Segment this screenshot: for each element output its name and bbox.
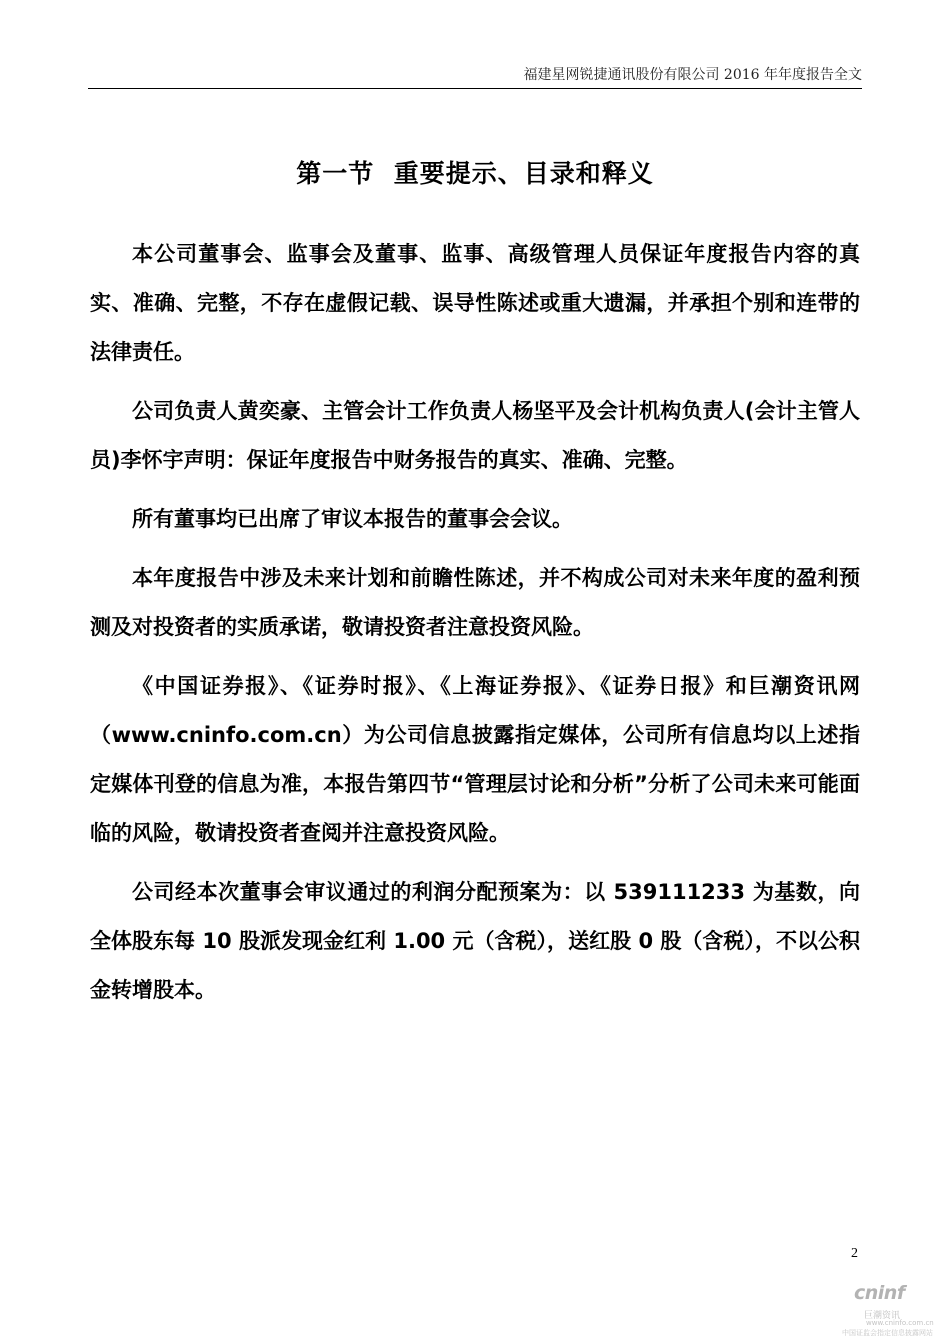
paragraph-executive-declaration: 公司负责人黄奕豪、主管会计工作负责人杨坚平及会计机构负责人(会计主管人员)李怀宇声明：保证年度报告中财务报告的真实、准确、完整。 (90, 399, 860, 472)
cninfo-tagline: 中国证监会指定信息披露网站 (842, 1329, 933, 1337)
header-divider (88, 88, 862, 89)
cninfo-logo: cninf (854, 1282, 905, 1304)
paragraph-forward-looking-risk: 本年度报告中涉及未来计划和前瞻性陈述，并不构成公司对未来年度的盈利预测及对投资者的实质承诺，敬请投资者注意投资风险。 (90, 566, 860, 639)
cninfo-watermark (842, 1282, 947, 1340)
document-header-title: 福建星网锐捷通讯股份有限公司 2016 年年度报告全文 (523, 67, 862, 83)
paragraph-disclosure-media: 《中国证券报》、《证券时报》、《上海证券报》、《证券日报》和巨潮资讯网（www.cninfo.com.cn）为公司信息披露指定媒体，公司所有信息均以上述指定媒体刊登的信息为准，本报告第四节“管理层讨论和分析”分析了公司未来可能面临的风险，敬请投资者查阅并注意投资风险。 (90, 674, 860, 845)
section-title: 第一节 重要提示、目录和释义 (296, 159, 654, 188)
paragraph-responsibility-statement: 本公司董事会、监事会及董事、监事、高级管理人员保证年度报告内容的真实、准确、完整，不存在虚假记载、误导性陈述或重大遗漏，并承担个别和连带的法律责任。 (90, 242, 860, 364)
paragraph-profit-distribution: 公司经本次董事会审议通过的利润分配预案为：以 539111233 为基数，向全体股东每 10 股派发现金红利 1.00 元（含税），送红股 0 股（含税），不以公积金转增股本。 (90, 880, 860, 1002)
paragraph-board-attendance: 所有董事均已出席了审议本报告的董事会会议。 (132, 507, 573, 531)
document-body (90, 230, 860, 1025)
cninfo-name: 巨潮资讯 (864, 1311, 901, 1321)
page-number: 2 (851, 1246, 858, 1261)
cninfo-url: www.cninfo.com.cn (866, 1319, 934, 1327)
